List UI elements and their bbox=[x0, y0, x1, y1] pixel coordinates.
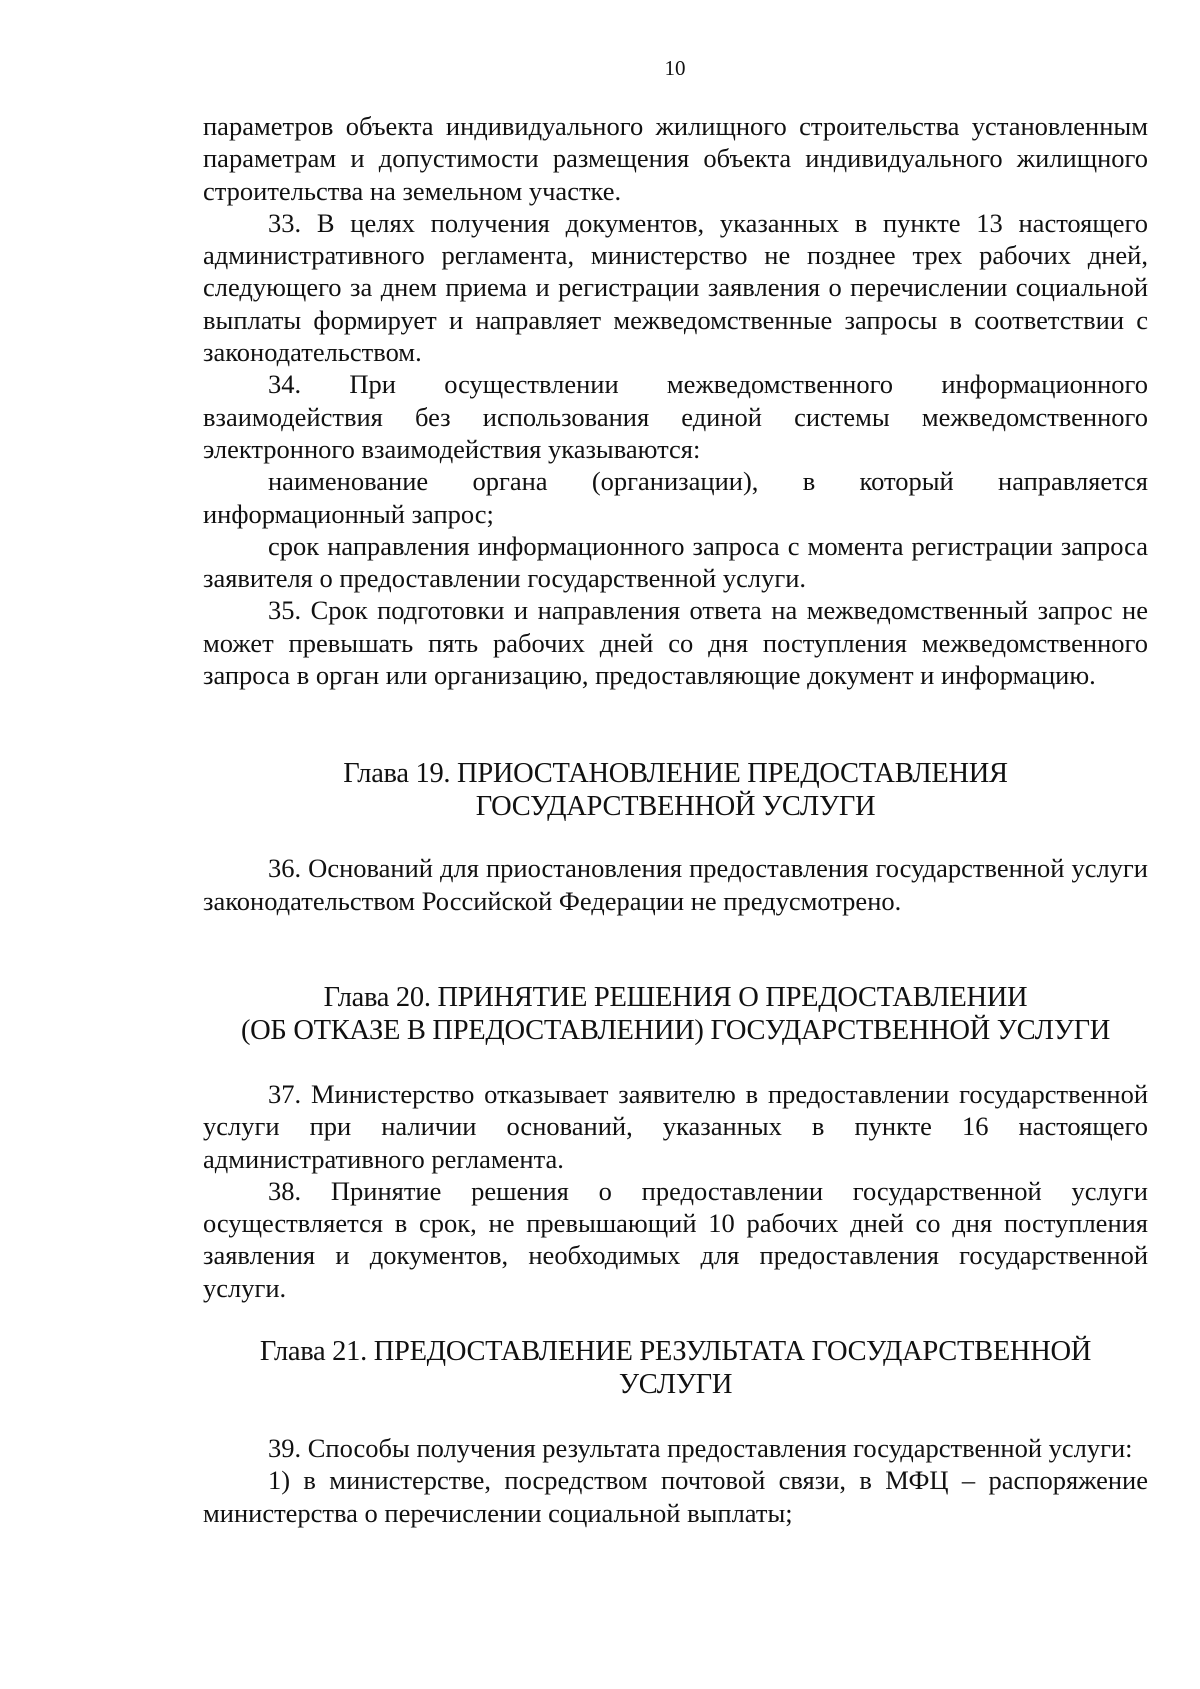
document-body bbox=[203, 110, 1148, 1529]
paragraph-36: 36. Оснований для приостановления предоставления государственной услуги законодательством Российской Федерации не предусмотрено. bbox=[203, 853, 1148, 916]
paragraph-37: 37. Министерство отказывает заявителю в предоставлении государственной услуги при наличии оснований, указанных в пункте 16 настоящего административного регламента. bbox=[203, 1078, 1148, 1174]
chapter-20-heading bbox=[203, 981, 1148, 1047]
chapter-19-heading-line-1: Глава 19. ПРИОСТАНОВЛЕНИЕ ПРЕДОСТАВЛЕНИЯ bbox=[343, 758, 1008, 790]
chapter-21-heading bbox=[203, 1335, 1148, 1401]
paragraph-intro: параметров объекта индивидуального жилищного строительства установленным параметрам и допустимости размещения объекта индивидуального жилищного строительства на земельном участке. bbox=[203, 111, 1148, 206]
paragraph-39-item-1: 1) в министерстве, посредством почтовой связи, в МФЦ – распоряжение министерства о перечислении социальной выплаты; bbox=[203, 1465, 1148, 1528]
chapter-19-heading-line-2: ГОСУДАРСТВЕННОЙ УСЛУГИ bbox=[475, 791, 876, 823]
paragraph-34-item-1: наименование органа (организации), в который направляется информационный запрос; bbox=[203, 466, 1148, 529]
chapter-21-heading-line-1: Глава 21. ПРЕДОСТАВЛЕНИЕ РЕЗУЛЬТАТА ГОСУДАРСТВЕННОЙ bbox=[259, 1336, 1092, 1368]
paragraph-33: 33. В целях получения документов, указанных в пункте 13 настоящего административного регламента, министерство не позднее трех рабочих дней, следующего за днем приема и регистрации заявления о перечислении социальной выплаты формирует и направляет межведомственные запросы в соответствии с законодательством. bbox=[203, 207, 1148, 368]
paragraph-34: 34. При осуществлении межведомственного информационного взаимодействия без использования единой системы межведомственного электронного взаимодействия указываются: bbox=[203, 369, 1148, 464]
paragraph-35: 35. Срок подготовки и направления ответа на межведомственный запрос не может превышать пять рабочих дней со дня поступления межведомственного запроса в орган или организацию, предоставляющие документ и информацию. bbox=[203, 595, 1148, 691]
chapter-21-heading-line-2: УСЛУГИ bbox=[618, 1369, 733, 1401]
page-number: 10 bbox=[664, 56, 686, 80]
chapter-20-heading-line-1: Глава 20. ПРИНЯТИЕ РЕШЕНИЯ О ПРЕДОСТАВЛЕНИИ bbox=[323, 981, 1028, 1013]
chapter-20-heading-line-2: (ОБ ОТКАЗЕ В ПРЕДОСТАВЛЕНИИ) ГОСУДАРСТВЕННОЙ УСЛУГИ bbox=[240, 1014, 1111, 1046]
paragraph-39: 39. Способы получения результата предоставления государственной услуги: bbox=[268, 1433, 1133, 1464]
chapter-19-heading bbox=[203, 757, 1148, 823]
paragraph-38: 38. Принятие решения о предоставлении государственной услуги осуществляется в срок, не превышающий 10 рабочих дней со дня поступления заявления и документов, необходимых для предоставления государственной услуги. bbox=[203, 1175, 1148, 1303]
paragraph-34-item-2: срок направления информационного запроса с момента регистрации запроса заявителя о предоставлении государственной услуги. bbox=[203, 530, 1148, 594]
